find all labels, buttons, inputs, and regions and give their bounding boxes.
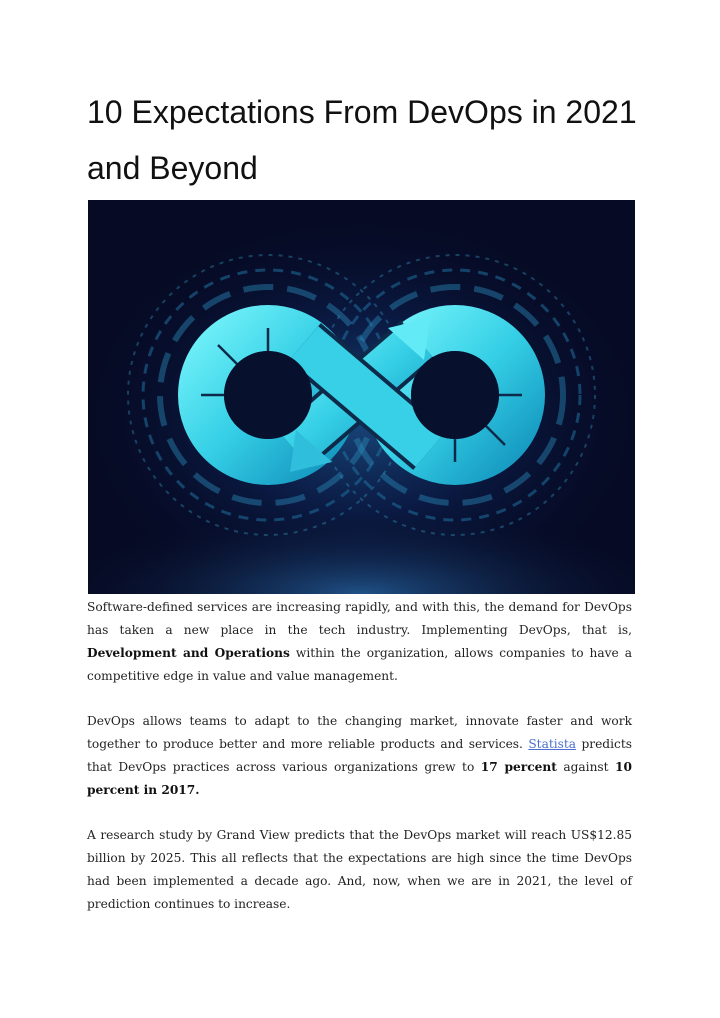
infinity-loop-graphic xyxy=(88,200,635,594)
paragraph-2-text-c: against xyxy=(556,760,616,774)
statista-link[interactable]: Statista xyxy=(528,737,577,751)
paragraph-2-bold-1: 17 percent xyxy=(480,760,557,774)
page-title xyxy=(87,84,647,196)
paragraph-2-text-b: predicts that DevOps practices across various organizations grew to xyxy=(87,737,632,774)
paragraph-1-text-b: within the organization, allows companies to have a competitive edge in value and value management. xyxy=(87,646,632,683)
article-body xyxy=(87,596,632,938)
paragraph-1-bold: Development and Operations xyxy=(87,646,290,660)
title-line-1: 10 Expectations From DevOps in 2021 xyxy=(87,94,637,130)
paragraph-2-bold-2: 10 percent in 2017. xyxy=(87,760,632,797)
title-line-2: and Beyond xyxy=(87,150,258,186)
paragraph-2-text-a: DevOps allows teams to adapt to the changing market, innovate faster and work together to produce better and more reliable products and services. xyxy=(87,714,632,751)
paragraph-1 xyxy=(87,596,632,688)
paragraph-1-text-a: Software-defined services are increasing rapidly, and with this, the demand for DevOps has taken a new place in the tech industry. Implementing DevOps, that is, xyxy=(87,600,632,637)
paragraph-3: A research study by Grand View predicts that the DevOps market will reach US$12.85 billion by 2025. This all reflects that the expectations are high since the time DevOps had been implemented a decade ago. And, now, when we are in 2021, the level of prediction continues to increase. xyxy=(87,828,632,911)
devops-infinity-image xyxy=(88,200,635,594)
paragraph-2 xyxy=(87,710,632,802)
